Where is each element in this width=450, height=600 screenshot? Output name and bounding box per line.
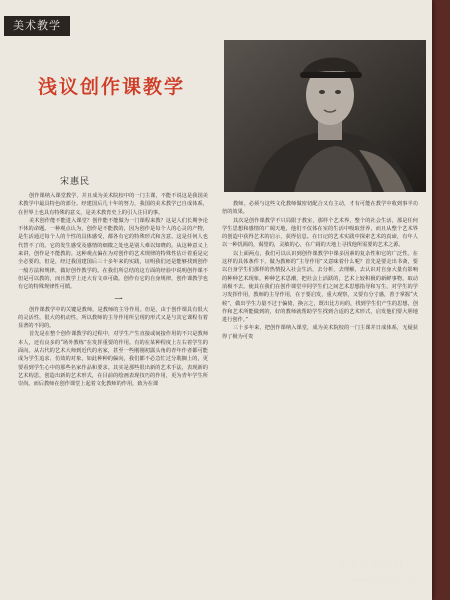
right-column (222, 200, 418, 341)
left-column (18, 192, 208, 389)
paragraph: 以上面两点，我们可以认识到创作课教学中课多因素的复杂性和它的广泛性。在这样的具体条件下，做为教师的“主导作用”又意味着什么呢？首先是要走出书斋，要以自身学生们那样的热情投入社会生活，去分析，去理解，去认识对自身大量有影响的种种艺术现象，种种艺术思潮，把社会上活跃的，艺术上较积极的新鲜事物，取动消极不去。使其在我们在创作课堂中同学生们之间艺术思想指导和写生，对学生的学习发挥作用，教师的主导作用，在于要启发，重大观察，又要有分寸感，善于掌握“火候”，做出学生力量不过于偏倚，换言之，既出比方向的，找到学生们产生的思想，创作和艺术所能做到的，好的教师就帮助学生找到合适的艺术形式，启发他们要大胆地进行创作。” (222, 250, 418, 324)
paragraph: 创作课纳入课堂教学，并且成为美术院校中的一门主课，不能不说这是我国美术教学中最具特色的部分。经建国后几十年的努力，我国的美术教学已自成体系，在世界上也具有特殊的意义，是美术教育史上的引人注目的事。 (18, 193, 208, 216)
paragraph: 美术创作能不能进入课堂？创作能不能做为一门课程来教？这是人们长期争论不休的命题。一种观点认为，创作是不能教的，因为创作是每个人的心灵的产物，是生活通过每个人的个性的具体感受，都各有它的特殊形式和含意。这是任何人也代替不了的。它的发生感受及感情的细微之处也是别人难以知晓的。从这种意义上来讲，创作是不能教的。这种观点偏在为对创作的艺术规律的特殊性估计着重是完全必要的，但是，经过我国建国后三十多年来的实践，证明我们还是能够找到创作一般方法和规律，做好创作教学的。在我们所总结的这方面的经验中说明创作课不但是可以教的，而且教学上还大有文章可做。创作有它的自身规律，创作课教学也有它的特殊规律性可循。 (18, 217, 208, 291)
article-title: 浅议创作课教学 (38, 76, 186, 98)
author-portrait-photo (224, 40, 426, 192)
portrait-icon (224, 40, 426, 192)
paragraph: 教师。必须与这些文化教师做密切配合又有主动，才有可能在教学中收到事半功倍的效果。 (222, 201, 418, 216)
paragraph: 三十多年来，把创作课纳入课堂，成为美术院校的一门主课并日成体系，无疑获得了极为可贵 (222, 325, 418, 340)
section-tag: 美术教学 (4, 16, 70, 36)
section-divider: 一 (114, 293, 123, 304)
watermark-brand: 孔夫子旧书网 (338, 561, 404, 572)
paragraph: 其次是创作课教学不只局限于教室，那样个艺术界，整个的社会生活，那是任何学生思想和感情的广阔天地，他们不仅体在室的生活中吸取营养，而且从整个艺术界的创造中获得艺术的启示，获得信息。在日记的艺术实践中探索艺术的真谛，有年人以一种饥渴的，渴望的，灵敏的心，在广阔的天地上寻找他所需要的艺术之源。 (222, 217, 418, 249)
paragraph: 创作课教学中的关键是教师。是教师的主导作用。但是，由于创作课具有很大的灵活性，很大的机动性，所以教师的主导作用所呈现的形式又是与其它课程有着显著的不同的。 (18, 306, 208, 330)
paragraph: 首先是在整个创作课教学的过程中，对学生产生直接或间接作用的不只是教师本人，还有良多的“场外教练”在发挥重要的作用。有的在某种程度上左右着学生的面向。从古代的艺术大师到近代的名家，甚至一些刚刚初露头角的青年作者都可能成为学生追求、仿效的对象，如此种种的偏向，我们都不必急忙过分耽搁上的，更要看到学生心中的那些名家作品和要求。其实是那些很出新的艺术手法，表现新的艺术构思，创造出新的艺术形式，在目前的绘画表现技巧的作用，更为青年学生所崇尚。而后教师在创作课堂上起着文化教师的作用，致为在课 (18, 331, 208, 388)
author-name: 宋惠民 (60, 177, 91, 187)
watermark-url: www.kongfz.com (352, 575, 420, 584)
